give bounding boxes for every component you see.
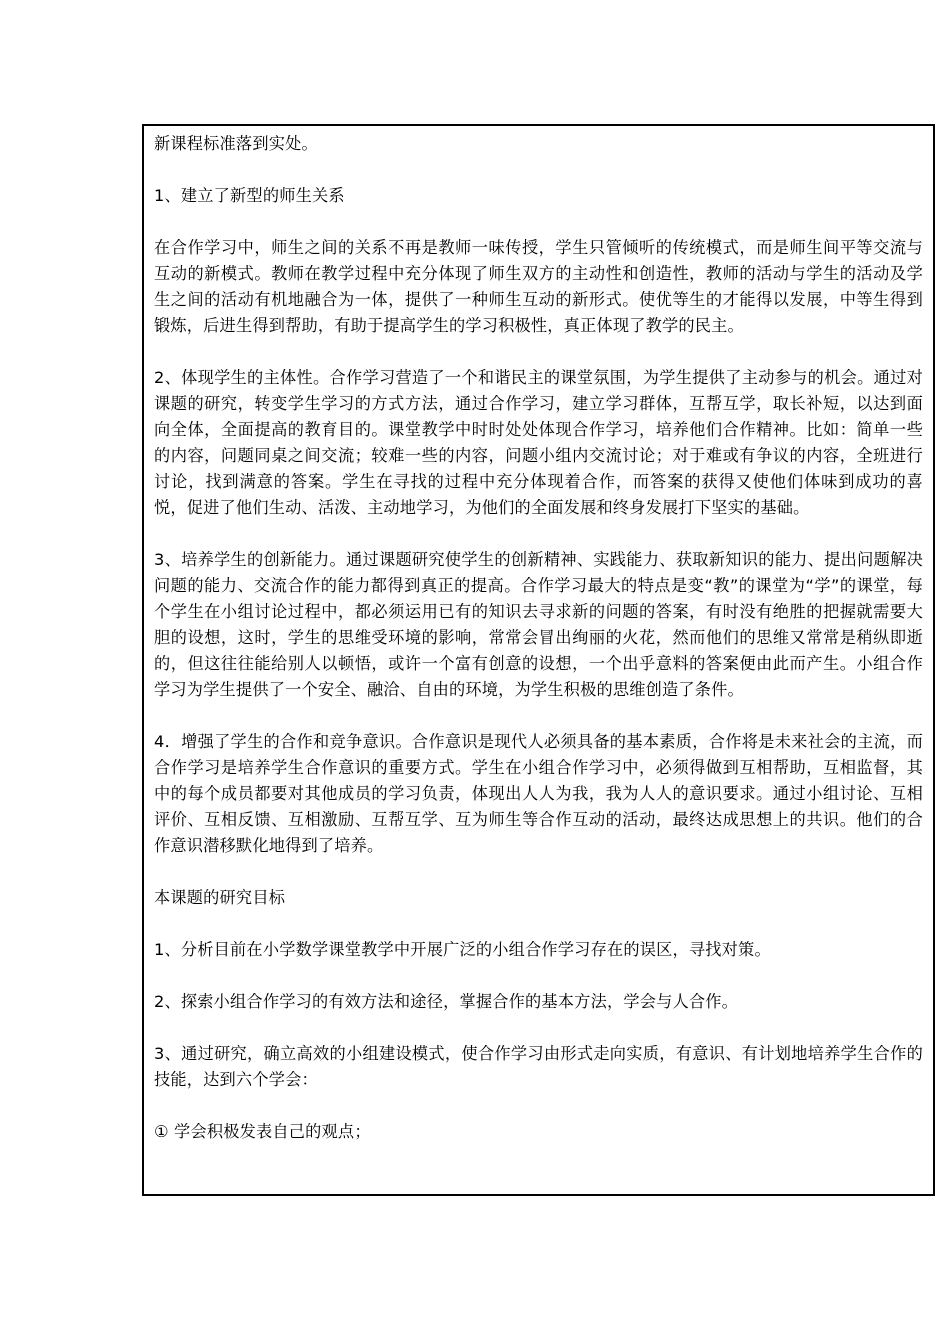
content-frame <box>142 124 935 1196</box>
heading-teacher-student-relationship: 1、建立了新型的师生关系 <box>154 186 345 205</box>
paragraph-intro: 新课程标准落到实处。 <box>154 134 318 153</box>
paragraph-student-subjectivity: 2、体现学生的主体性。合作学习营造了一个和谐民主的课堂氛围，为学生提供了主动参与的机会。通过对课题的研究，转变学生学习的方式方法，通过合作学习，建立学习群体，互帮互学，取长补短，以达到面向全体，全面提高的教育目的。课堂教学中时时处处体现合作学习，培养他们合作精神。比如：简单一些的内容，问题同桌之间交流；较难一些的内容，问题小组内交流讨论；对于难或有争议的内容，全班进行讨论，找到满意的答案。学生在寻找的过程中充分体现着合作，而答案的获得又使他们体味到成功的喜悦，促进了他们生动、活泼、主动地学习，为他们的全面发展和终身发展打下坚实的基础。 <box>154 368 923 517</box>
paragraph-innovation-ability: 3、培养学生的创新能力。通过课题研究使学生的创新精神、实践能力、获取新知识的能力、提出问题解决问题的能力、交流合作的能力都得到真正的提高。合作学习最大的特点是变“教”的课堂为“学”的课堂，每个学生在小组讨论过程中，都必须运用已有的知识去寻求新的问题的答案，有时没有绝胜的把握就需要大胆的设想，这时，学生的思维受环境的影响，常常会冒出绚丽的火花，然而他们的思维又常常是稍纵即逝的，但这往往能给别人以顿悟，或许一个富有创意的设想，一个出乎意料的答案便由此而产生。小组合作学习为学生提供了一个安全、融洽、自由的环境，为学生积极的思维创造了条件。 <box>154 550 923 699</box>
goal-item-2: 2、探索小组合作学习的有效方法和途径，掌握合作的基本方法，学会与人合作。 <box>154 992 739 1011</box>
goal-item-1: 1、分析目前在小学数学课堂教学中开展广泛的小组合作学习存在的误区，寻找对策。 <box>154 940 771 959</box>
goal-item-3: 3、通过研究，确立高效的小组建设模式，使合作学习由形式走向实质，有意识、有计划地培养学生合作的技能，达到六个学会： <box>154 1044 923 1089</box>
skill-item-1: ① 学会积极发表自己的观点； <box>154 1122 371 1141</box>
paragraph-cooperation-competition: 4．增强了学生的合作和竞争意识。合作意识是现代人必须具备的基本素质，合作将是未来社会的主流，而合作学习是培养学生合作意识的重要方式。学生在小组合作学习中，必须得做到互相帮助，互相监督，其中的每个成员都要对其他成员的学习负责，体现出人人为我，我为人人的意识要求。通过小组讨论、互相评价、互相反馈、互相激励、互帮互学、互为师生等合作互动的活动，最终达成思想上的共识。他们的合作意识潜移默化地得到了培养。 <box>154 732 923 855</box>
heading-research-goals: 本课题的研究目标 <box>154 888 286 907</box>
paragraph-relationship: 在合作学习中，师生之间的关系不再是教师一味传授，学生只管倾听的传统模式，而是师生间平等交流与互动的新模式。教师在教学过程中充分体现了师生双方的主动性和创造性，教师的活动与学生的活动及学生之间的活动有机地融合为一体，提供了一种师生互动的新形式。使优等生的才能得以发展，中等生得到锻炼，后进生得到帮助，有助于提高学生的学习积极性，真正体现了教学的民主。 <box>154 238 923 335</box>
